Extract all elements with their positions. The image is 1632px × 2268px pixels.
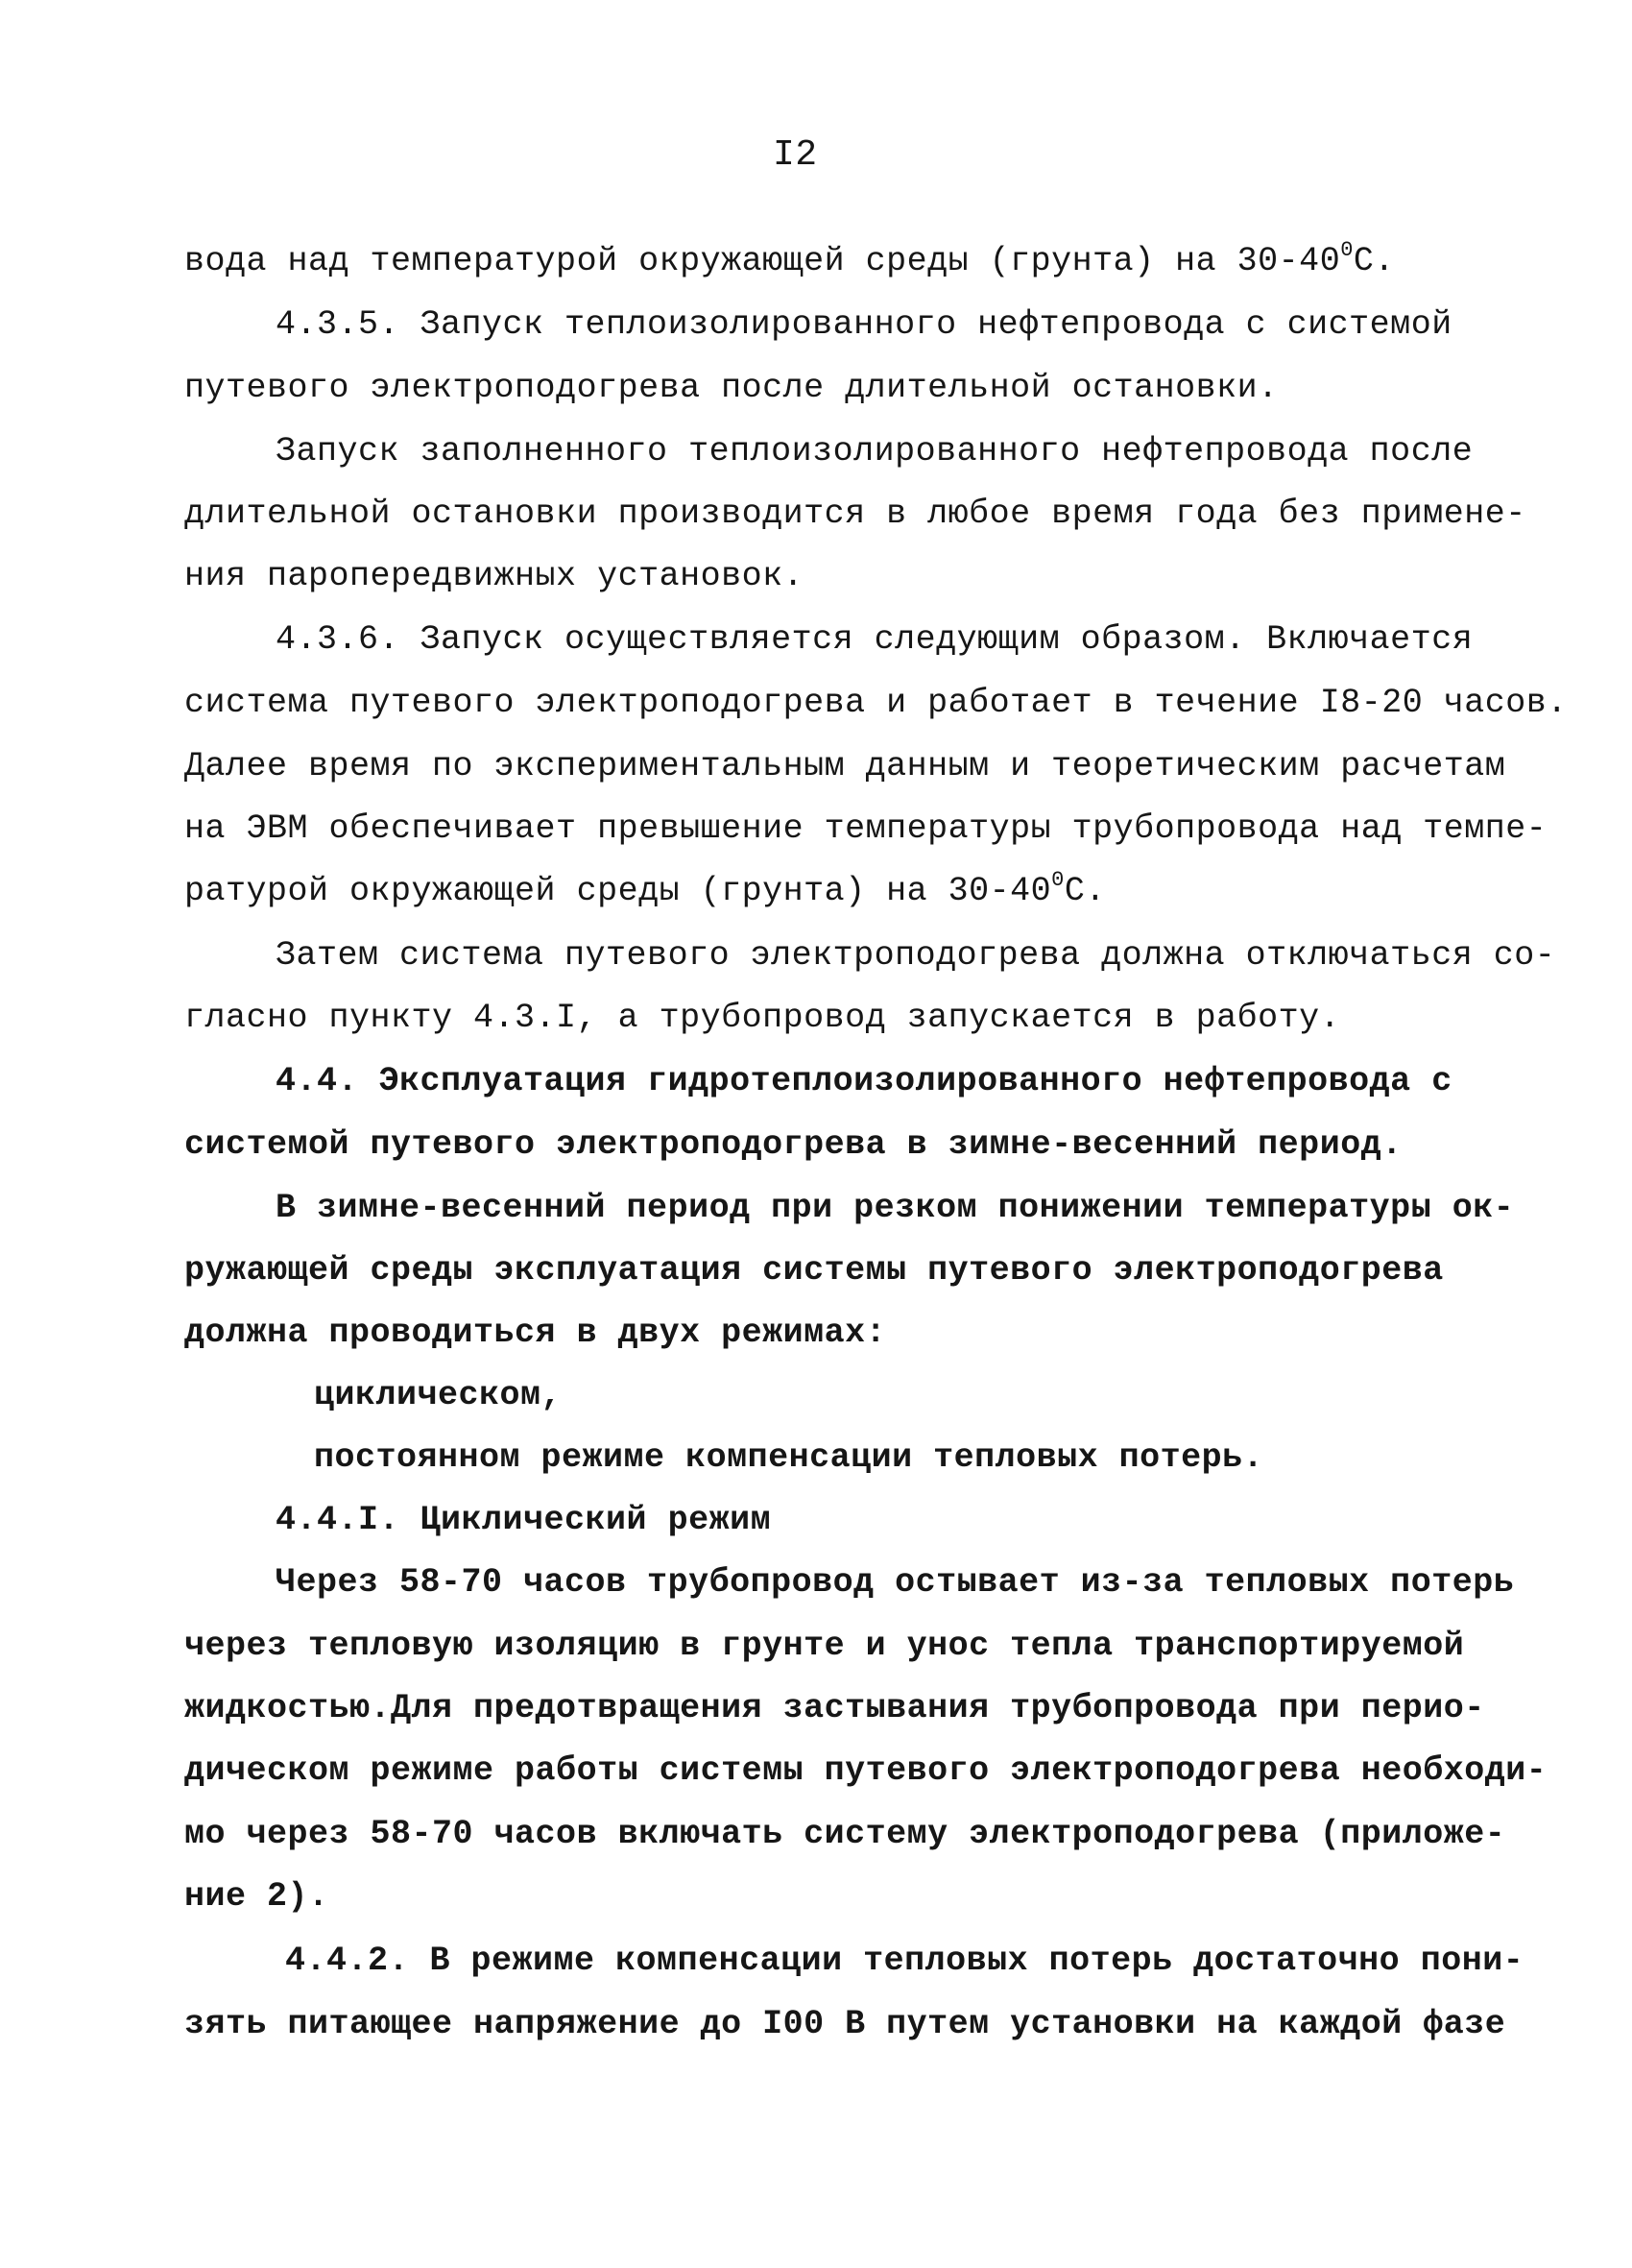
text-line: должна проводиться в двух режимах: [184, 1314, 887, 1352]
section-heading-4-4: 4.4. Эксплуатация гидротеплоизолированного нефтепровода с [276, 1062, 1452, 1100]
text-line: В зимне-весенний период при резком понижении температуры ок- [276, 1189, 1515, 1227]
text-line [184, 868, 1106, 910]
text-segment: вода над температурой окружающей среды (грунта) на 30-40 [184, 242, 1341, 280]
text-line: мо через 58-70 часов включать систему электроподогрева (приложе- [184, 1815, 1506, 1853]
text-line: дическом режиме работы системы путевого электроподогрева необходи- [184, 1751, 1548, 1790]
text-line: Запуск заполненного теплоизолированного нефтепровода после [276, 432, 1474, 470]
section-heading-4-3-6: 4.3.6. Запуск осуществляется следующим образом. Включается [276, 620, 1474, 659]
text-line: путевого электроподогрева после длительной остановки. [184, 369, 1279, 407]
section-heading-4-4-2: 4.4.2. В режиме компенсации тепловых потерь достаточно пони- [285, 1942, 1524, 1980]
text-line: ружающей среды эксплуатация системы путевого электроподогрева [184, 1251, 1444, 1290]
text-line: жидкостью.Для предотвращения застывания трубопровода при перио- [184, 1689, 1485, 1727]
degree-superscript: 0 [1051, 868, 1065, 892]
section-heading-4-4-1: 4.4.I. Циклический режим [276, 1501, 772, 1539]
text-line: зять питающее напряжение до I00 В путем установки на каждой фазе [184, 2005, 1506, 2043]
text-line: Далее время по экспериментальным данным и теоретическим расчетам [184, 747, 1506, 785]
text-line: гласно пункту 4.3.I, а трубопровод запускается в работу. [184, 999, 1341, 1037]
text-segment: ратурой окружающей среды (грунта) на 30-40 [184, 872, 1052, 910]
text-line: система путевого электроподогрева и работает в течение I8-20 часов. [184, 684, 1568, 722]
text-line: через тепловую изоляцию в грунте и унос тепла транспортируемой [184, 1627, 1465, 1665]
text-line: Через 58-70 часов трубопровод остывает из-за тепловых потерь [276, 1563, 1515, 1602]
text-line: на ЭВМ обеспечивает превышение температуры трубопровода над темпе- [184, 809, 1548, 848]
text-line: длительной остановки производится в любое время года без примене- [184, 495, 1526, 533]
list-item: постоянном режиме компенсации тепловых потерь. [314, 1438, 1264, 1477]
text-line: ние 2). [184, 1877, 329, 1916]
section-heading-4-3-5: 4.3.5. Запуск теплоизолированного нефтепровода с системой [276, 305, 1452, 344]
page-number: I2 [773, 134, 818, 176]
text-line: ния паропередвижных установок. [184, 557, 804, 595]
text-line: системой путевого электроподогрева в зимне-весенний период. [184, 1125, 1403, 1164]
text-line: Затем система путевого электроподогрева должна отключаться со- [276, 936, 1556, 975]
text-segment: С. [1064, 872, 1106, 910]
text-line [184, 238, 1395, 280]
degree-superscript: 0 [1340, 238, 1354, 262]
text-segment: С. [1353, 242, 1395, 280]
list-item: циклическом, [314, 1376, 563, 1414]
